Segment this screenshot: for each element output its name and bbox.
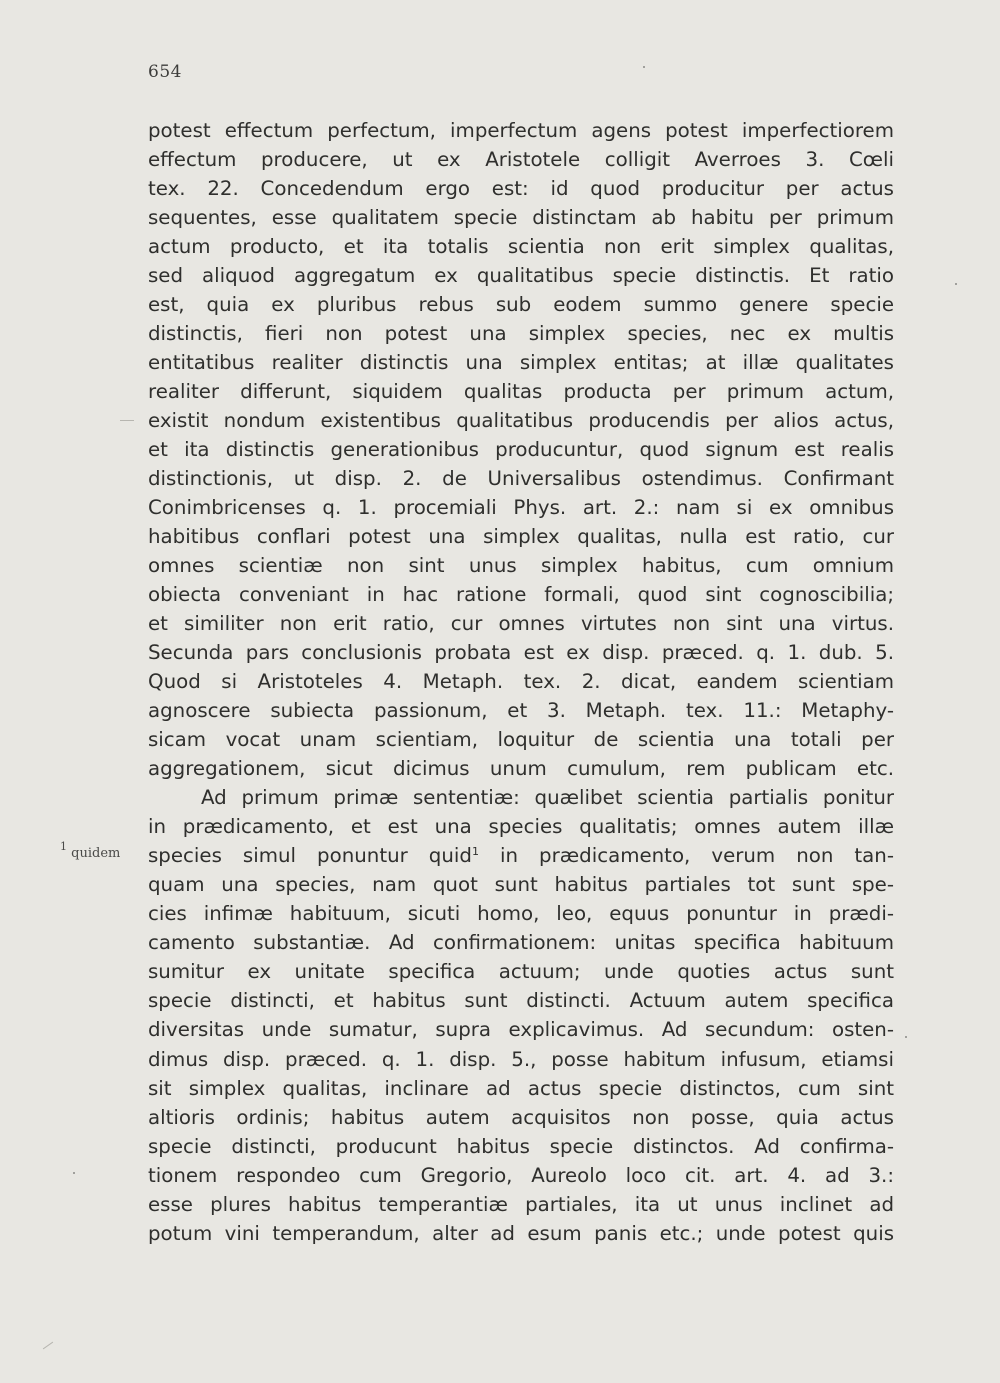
margin-note-text: quidem [71,846,121,861]
scan-speck [643,66,645,68]
text-line: quam una species, nam quot sunt habitus partiales tot sunt spe- [148,873,894,897]
text-line: tex. 22. Concedendum ergo est: id quod producitur per actus [148,177,894,201]
text-line: sequentes, esse qualitatem specie distinctam ab habitu per primum [148,206,894,230]
text-line: potest effectum perfectum, imperfectum agens potest imperfectiorem [148,119,894,142]
text-line: est, quia ex pluribus rebus sub eodem summo genere specie [148,293,894,317]
text-line: sed aliquod aggregatum ex qualitatibus specie distinctis. Et ratio [148,264,894,288]
scan-speck [955,283,957,285]
text-line: esse plures habitus temperantiæ partiales, ita ut unus inclinet ad [148,1192,894,1216]
text-line: camento substantiæ. Ad confirmationem: unitas specifica habituum [148,931,894,955]
text-line: sicam vocat unam scientiam, loquitur de scientia una totali per [148,728,894,752]
text-line: distinctis, fieri non potest una simplex species, nec ex multis [148,322,894,346]
text-line: entitatibus realiter distinctis una simplex entitas; at illæ qualitates [148,351,894,375]
body-text [148,116,894,1248]
margin-note [60,840,121,861]
text-line: actum producto, et ita totalis scientia non erit simplex qualitas, [148,235,894,259]
text-line: obiecta conveniant in hac ratione formali, quod sint cognoscibilia; [148,583,894,607]
page-number: 654 [148,62,182,82]
text-line: Secunda pars conclusionis probata est ex disp. præced. q. 1. dub. 5. [148,641,894,665]
text-line: realiter differunt, siquidem qualitas producta per primum actum, [148,380,894,404]
text-line: Ad primum primæ sententiæ: quælibet scientia partialis ponitur [201,786,894,810]
text-line: distinctionis, ut disp. 2. de Universalibus ostendimus. Confirmant [148,467,894,491]
text-line: Conimbricenses q. 1. procemiali Phys. art. 2.: nam si ex omnibus [148,496,894,520]
text-line: habitibus conflari potest una simplex qualitas, nulla est ratio, cur [148,525,894,549]
margin-note-marker: 1 [60,840,67,853]
text-line: existit nondum existentibus qualitatibus producendis per alios actus, [148,409,894,433]
text-line-tail: in prædicamento, verum non tan- [478,844,894,868]
scan-speck [73,1172,75,1174]
paragraph [148,116,894,783]
text-line: sit simplex qualitas, inclinare ad actus specie distinctos, cum sint [148,1076,894,1100]
text-line: altioris ordinis; habitus autem acquisitos non posse, quia actus [148,1105,894,1129]
text-line: et ita distinctis generationibus producuntur, quod signum est realis [148,438,894,462]
footnote-marker: 1 [471,845,479,859]
text-line: dimus disp. præced. q. 1. disp. 5., posse habitum infusum, etiamsi [148,1047,894,1071]
text-line: diversitas unde sumatur, supra explicavimus. Ad secundum: osten- [148,1018,894,1042]
scan-mark [120,420,134,421]
scan-speck [905,1036,907,1038]
text-line: agnoscere subiecta passionum, et 3. Metaph. tex. 11.: Metaphy- [148,699,894,723]
text-line: tionem respondeo cum Gregorio, Aureolo loco cit. art. 4. ad 3.: [148,1163,894,1187]
text-line: in prædicamento, et est una species qualitatis; omnes autem illæ [148,815,894,839]
text-line: specie distincti, et habitus sunt distincti. Actuum autem specifica [148,989,894,1013]
text-line: aggregationem, sicut dicimus unum cumulum, rem publicam etc. [148,757,894,781]
text-line: cies infimæ habituum, sicuti homo, leo, equus ponuntur in prædi- [148,902,894,926]
text-line: specie distincti, producunt habitus specie distinctos. Ad confirma- [148,1134,894,1158]
text-line: species simul ponuntur quid$^1$ in prædicamento, verum non tan- [148,844,894,868]
text-line: et similiter non erit ratio, cur omnes virtutes non sint una virtus. [148,612,894,636]
text-line: effectum producere, ut ex Aristotele colligit Averroes 3. Cœli [148,148,894,172]
text-line: sumitur ex unitate specifica actuum; unde quoties actus sunt [148,960,894,984]
text-line: potum vini temperandum, alter ad esum panis etc.; unde potest quis [148,1221,894,1245]
paragraph [148,783,894,1247]
text-line: Quod si Aristoteles 4. Metaph. tex. 2. dicat, eandem scientiam [148,670,894,694]
scan-mark [43,1342,53,1350]
text-line: omnes scientiæ non sint unus simplex habitus, cum omnium [148,554,894,578]
